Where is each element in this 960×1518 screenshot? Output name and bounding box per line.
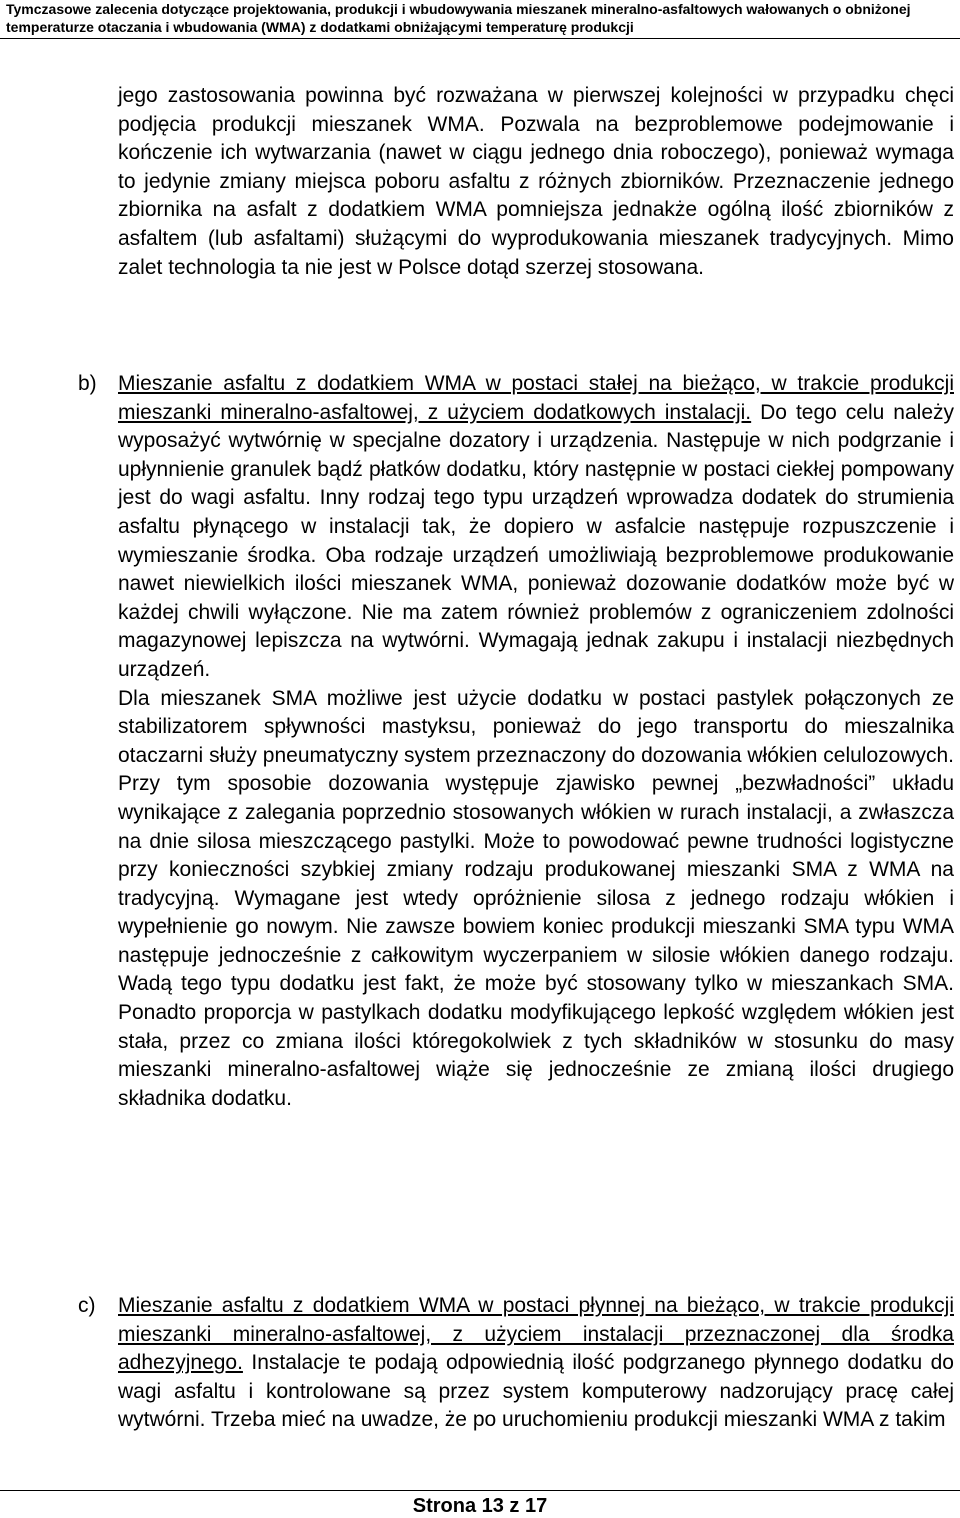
list-marker-c: c) (78, 1294, 96, 1317)
list-item-c-heading: Mieszanie asfaltu z dodatkiem WMA w postaci płynnej na bieżąco, w trakcie produkcji mieszanki mineralno-asfaltowej, z użyciem instalacji przeznaczonej dla środka adhezyjnego. (118, 1294, 954, 1375)
list-item-b (0, 370, 954, 1113)
page-number: Strona 13 z 17 (412, 1495, 548, 1517)
list-item-b-paragraph (118, 370, 954, 685)
list-item-b-text: Do tego celu należy wyposażyć wytwórnię w specjalne dozatory i urządzenia. Następuje w nich podgrzanie i upłynnienie granulek bądź płatków dodatku, który następnie w postaci ciekłej pompowany jest do wagi asfaltu. Inny rodzaj tego typu urządzeń wprowadza dodatek do strumienia asfaltu płynącego w instalacji tak, że dopiero w asfalcie następuje rozpuszczenie i wymieszanie środka. Oba rodzaje urządzeń umożliwiają bezproblemowe produkowanie nawet niewielkich ilości mieszanek WMA, ponieważ dozowanie dodatków może być w każdej chwili wyłączone. Nie ma zatem również problemów z ograniczeniem zdolności magazynowej lepiszcza na wytwórni. Wymagają jednak zakupu i instalacji niezbędnych urządzeń. (118, 400, 954, 681)
list-item-b-heading: Mieszanie asfaltu z dodatkiem WMA w postaci stałej na bieżąco, w trakcie produkcji mieszanki mineralno-asfaltowej, z użyciem dodatkowych instalacji. (118, 372, 954, 424)
header-divider (0, 38, 960, 39)
list-item-c-paragraph (118, 1292, 954, 1435)
sma-paragraph: Dla mieszanek SMA możliwe jest użycie dodatku w postaci pastylek połączonych ze stabilizatorem spływności mastyksu, ponieważ do jego transportu do mieszalnika otaczarni służy pneumatyczny system przeznaczony do dozowania włókien celulozowych. Przy tym sposobie dozowania występuje zjawisko pewnej „bezwładności” układu wynikające z zalegania poprzednio stosowanych włókien w rurach instalacji, a zwłaszcza na dnie silosa mieszczącego pastylki. Może to powodować pewne trudności logistyczne przy konieczności szybkiej zmiany rodzaju produkowanej mieszanki SMA z WMA na tradycyjną. Wymagane jest wtedy opróżnienie silosa z jednego rodzaju włókien i wypełnienie go nowym. Nie zawsze bowiem koniec produkcji mieszanki SMA typu WMA następuje jednocześnie z całkowitym wyczerpaniem w silosie włókien danego rodzaju. Wadą tego typu dodatku jest fakt, że może być stosowany tylko w mieszankach SMA. Ponadto proporcja w pastylkach dodatku modyfikującego lepkość względem włókien jest stała, przez co zmiana ilości któregokolwiek z tych składników w stosunku do masy mieszanki mineralno-asfaltowej wiąże się jednocześnie ze zmianą ilości drugiego składnika dodatku. (118, 686, 954, 1110)
list-item-c-content (118, 1292, 954, 1435)
list-item-c-text: Instalacje te podają odpowiednią ilość podgrzanego płynnego dodatku do wagi asfaltu i kontrolowane są przez system komputerowy nadzorujący pracę całej wytwórni. Trzeba mieć na uwadze, że po uruchomieniu produkcji mieszanki WMA z takim (118, 1351, 954, 1432)
list-marker-b: b) (78, 372, 97, 395)
paragraph-a-continuation (118, 82, 954, 282)
header-title-line-2: temperaturze otaczania i wbudowania (WMA) z dodatkami obniżającymi temperaturę produkcji (6, 19, 634, 35)
footer-divider (0, 1490, 960, 1491)
list-item-b-content (118, 370, 954, 1113)
paragraph-a-text: jego zastosowania powinna być rozważana w pierwszej kolejności w przypadku chęci podjęcia produkcji mieszanek WMA. Pozwala na bezproblemowe podejmowanie i kończenie ich wytwarzania (nawet w ciągu jednego dnia roboczego), ponieważ wymaga to jedynie zmiany miejsca poboru asfaltu z różnych zbiorników. Przeznaczenie jednego zbiornika na asfalt z dodatkiem WMA pomniejsza jednakże ogólną ilość zbiorników z asfaltem (lub asfaltami) służącymi do wyprodukowania mieszanek tradycyjnych. Mimo zalet technologia ta nie jest w Polsce dotąd szerzej stosowana. (118, 84, 954, 279)
page-header (0, 0, 960, 40)
list-item-c (0, 1292, 954, 1435)
header-title-line-1: Tymczasowe zalecenia dotyczące projektowania, produkcji i wbudowywania mieszanek mineralno-asfaltowych wałowanych o obniżonej (6, 1, 911, 17)
